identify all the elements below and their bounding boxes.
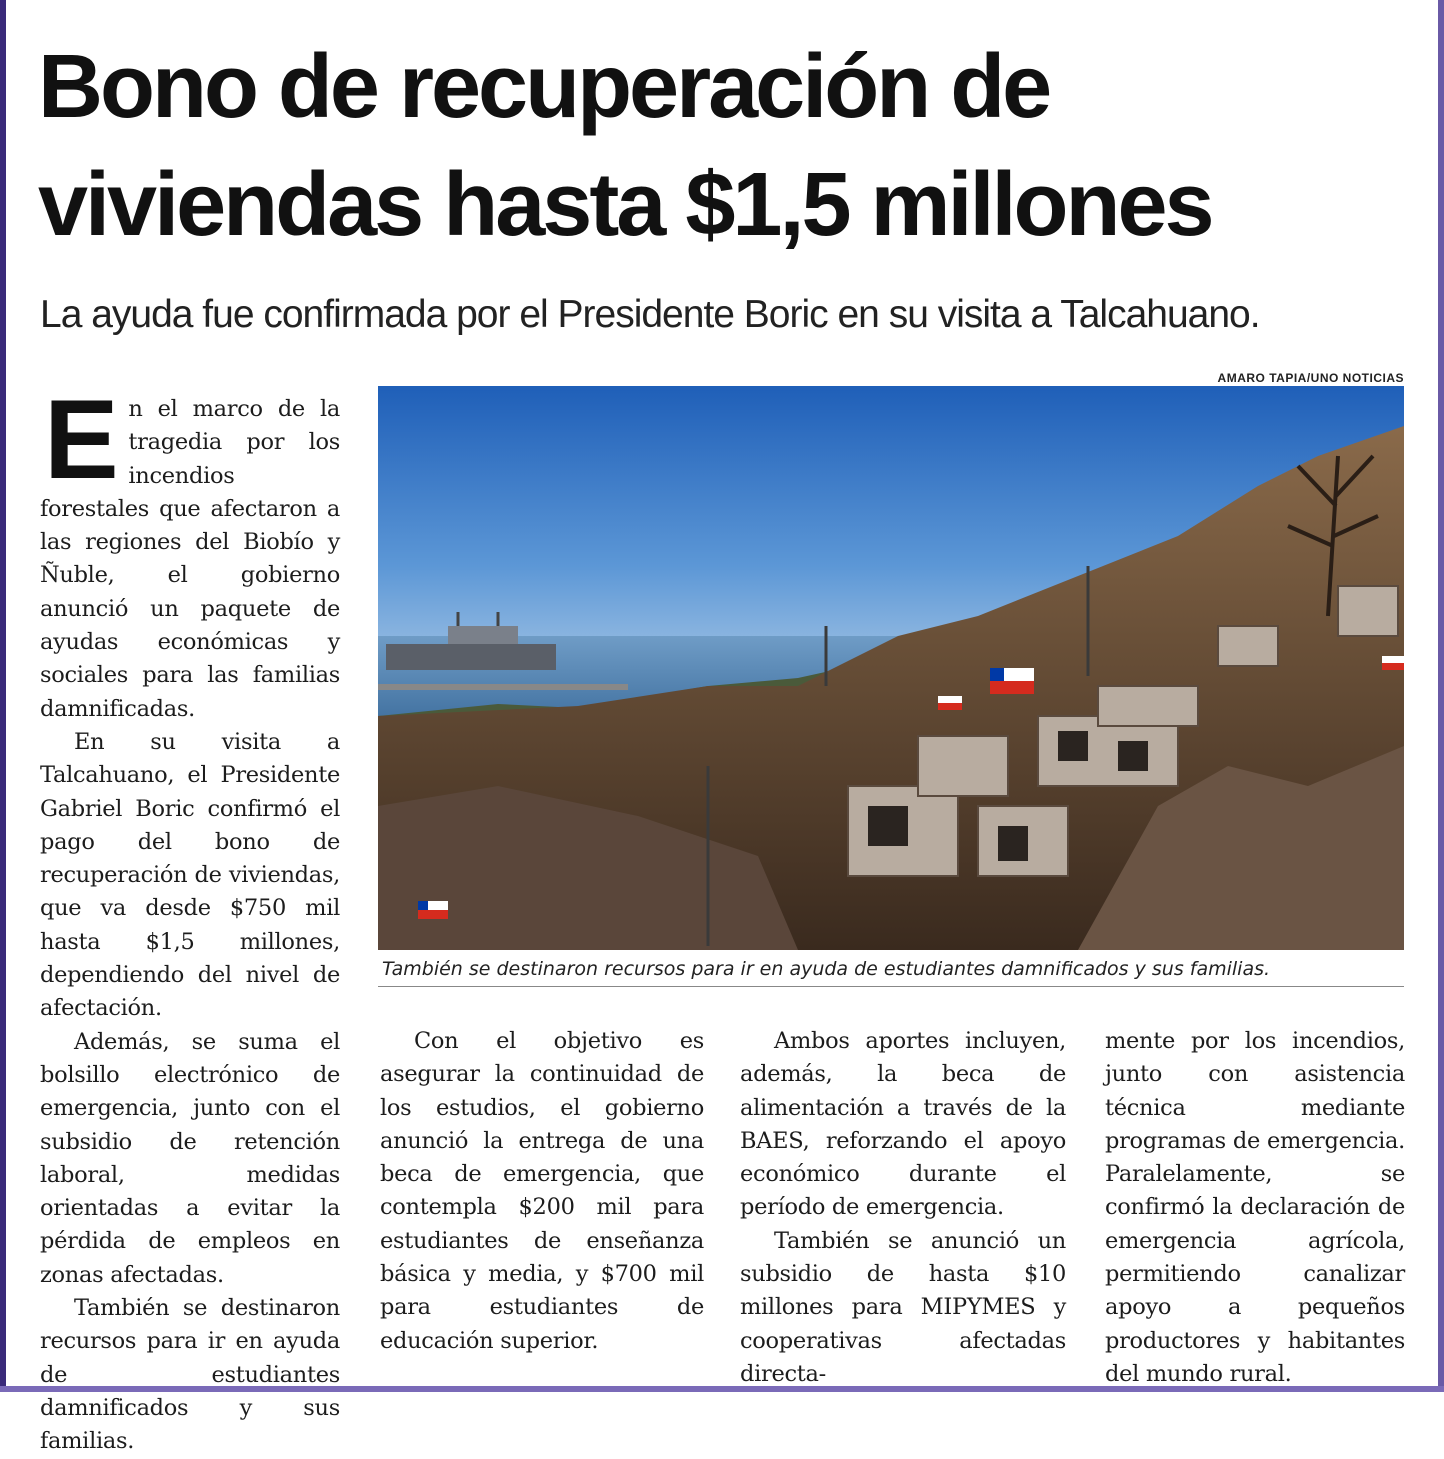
article-column-1 xyxy=(40,377,340,1459)
paragraph-5: Con el objetivo es asegurar la continuidad de los estudios, el gobierno anunció la entrega de una beca de emergencia, que contempla $200 mil para estudiantes de enseñanza básica y media, y $700 mil para estudiantes de educación superior. xyxy=(380,1028,704,1354)
photo-credit: AMARO TAPIA/UNO NOTICIAS xyxy=(1217,371,1404,385)
article-photo xyxy=(378,386,1404,950)
article-column-3 xyxy=(740,1025,1066,1391)
article-column-2 xyxy=(380,1025,704,1358)
paragraph-7: También se anunció un subsidio de hasta $10 millones para MIPYMES y cooperativas afectadas directa- xyxy=(740,1227,1066,1387)
paragraph-3: Además, se suma el bolsillo electrónico de emergencia, junto con el subsidio de retención laboral, medidas orientadas a evitar la pérdida de empleos en zonas afectadas. xyxy=(40,1028,340,1288)
burned-hillside-photo xyxy=(378,386,1404,950)
paragraph-8: mente por los incendios, junto con asistencia técnica mediante programas de emergencia. Paralelamente, se confirmó la declaración de emergencia agrícola, permitiendo canalizar apoyo a pequeños productores y habitantes del mundo rural. xyxy=(1105,1028,1405,1387)
article-column-4 xyxy=(1105,1025,1405,1391)
paragraph-1-text: n el marco de la tragedia por los incendios forestales que afectaron a las regiones del Biobío y Ñuble, el gobierno anunció un paquete de ayudas económicas y sociales para las familias damnificadas. xyxy=(40,396,340,722)
caption-divider xyxy=(378,986,1404,987)
article-headline: Bono de recuperación de viviendas hasta $1,5 millones xyxy=(38,37,1212,255)
paragraph-2: En su visita a Talcahuano, el Presidente Gabriel Boric confirmó el pago del bono de recuperación de viviendas, que va desde $750 mil hasta $1,5 millones, dependiendo del nivel de afectación. xyxy=(40,728,340,1022)
paragraph-1 xyxy=(40,377,340,726)
photo-caption: También se destinaron recursos para ir en ayuda de estudiantes damnificados y sus familias. xyxy=(382,958,1271,980)
article-subheadline: La ayuda fue confirmada por el Presidente Boric en su visita a Talcahuano. xyxy=(40,293,1260,336)
paragraph-4: También se destinaron recursos para ir en ayuda de estudiantes damnificados y sus familias. xyxy=(40,1295,340,1455)
page-border-right xyxy=(1438,0,1444,1392)
drop-cap: E xyxy=(44,377,119,502)
page-border-left xyxy=(0,0,6,1392)
paragraph-6: Ambos aportes incluyen, además, la beca de alimentación a través de la BAES, reforzando el apoyo económico durante el período de emergencia. xyxy=(740,1028,1066,1221)
